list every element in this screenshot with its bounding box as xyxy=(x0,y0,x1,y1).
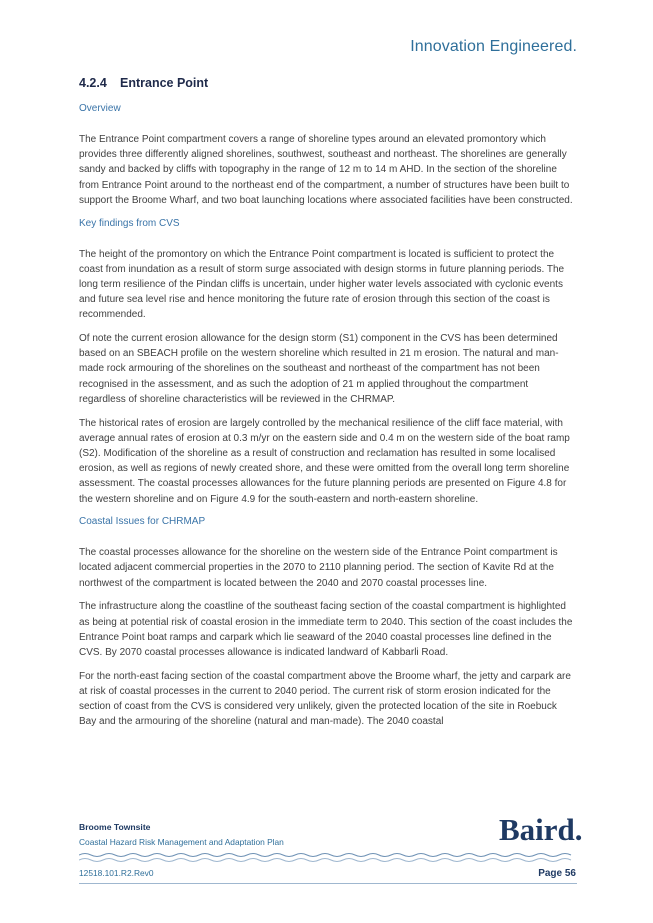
overview-paragraph: The Entrance Point compartment covers a range of shoreline types around an elevated promontory which provides three differently aligned shorelines, southwest, southeast and northeast. The shorelines are generally sandy and backed by cliffs with topography in the range of 12 m to 14 m AHD. In the section of the shoreline from Entrance Point around to the northeast end of the compartment, a number of structures have been built to support the Broome Wharf, and two boat launching locations where associated facilities have been constructed. xyxy=(79,134,573,206)
wave-divider-graphic xyxy=(79,852,577,864)
footer-rule xyxy=(79,883,577,884)
header-tagline: Innovation Engineered. xyxy=(410,38,577,55)
section-heading xyxy=(79,76,575,90)
coastal-issues-paragraph-3: For the north-east facing section of the coastal compartment above the Broome wharf, the jetty and carpark are at risk of coastal processes in the current to 2040 period. The current risk of storm erosion indicated for the section of coast from the CVS is considered very unlikely, given the protected location of the site in Roebuck Bay and the armouring of the shoreline (natural and man-made). The 2040 coastal xyxy=(79,670,571,728)
section-title: Entrance Point xyxy=(120,76,209,90)
footer-project-title: Broome Townsite xyxy=(79,822,151,832)
coastal-issues-heading: Coastal Issues for CHRMAP xyxy=(79,516,206,528)
coastal-issues-paragraph-1: The coastal processes allowance for the shoreline on the western side of the Entrance Point compartment is located adjacent commercial properties in the 2070 to 2110 planning period. The section of Kavite Rd at the northwest of the compartment is located between the 2040 and 2070 coastal processes line. xyxy=(79,547,558,589)
section-number: 4.2.4 xyxy=(79,76,107,90)
document-reference: 12518.101.R2.Rev0 xyxy=(79,868,154,878)
baird-logo: Baird. xyxy=(499,812,583,847)
footer-document-title: Coastal Hazard Risk Management and Adaptation Plan xyxy=(79,837,284,847)
coastal-issues-paragraph-2: The infrastructure along the coastline of the southeast facing section of the coastal compartment is highlighted as being at potential risk of coastal erosion in the immediate term to 2040. This section of the coast includes the Entrance Point boat ramps and carpark which lie seaward of the 2040 coastal processes line defined in the CVS. By 2070 coastal processes allowance is indicated landward of Kabbarli Road. xyxy=(79,601,573,658)
key-findings-paragraph-3: The historical rates of erosion are largely controlled by the mechanical resilience of the cliff face material, with average annual rates of erosion at 0.3 m/yr on the eastern side and 0.4 m on the western side of the boat ramp (S2). Modification of the shoreline as a result of construction and reclamation has resulted in some localised erosion, as well as regions of newly created shore, and these were omitted from the overall long term shoreline assessment. The coastal processes allowances for the future planning periods are presented on Figure 4.8 for the western shoreline and on Figure 4.9 for the south-eastern and north-eastern shoreline. xyxy=(79,417,570,505)
key-findings-heading: Key findings from CVS xyxy=(79,217,180,229)
key-findings-paragraph-2: Of note the current erosion allowance for the design storm (S1) component in the CVS has been determined based on an SBEACH profile on the western shoreline which resulted in 21 m erosion. The natural and man-made rock armouring of the shorelines on the southeast and northeast of the compartment has not been recognised in the assessment, and as such the adoption of 21 m applied throughout the compartment regardless of shoreline characteristics will be reviewed in the CHRMAP. xyxy=(79,333,559,405)
overview-heading: Overview xyxy=(79,103,121,114)
page-content xyxy=(79,76,575,738)
page-number: Page 56 xyxy=(538,868,576,879)
key-findings-paragraph-1: The height of the promontory on which the Entrance Point compartment is located is sufficient to protect the coast from inundation as a result of storm surge associated with design storms in future planning periods. The long term resilience of the Pindan cliffs is uncertain, under higher water levels associated with cyclonic events and future sea level rise and hence monitoring the future rate of erosion through this section of the coast is recommended. xyxy=(79,248,565,321)
